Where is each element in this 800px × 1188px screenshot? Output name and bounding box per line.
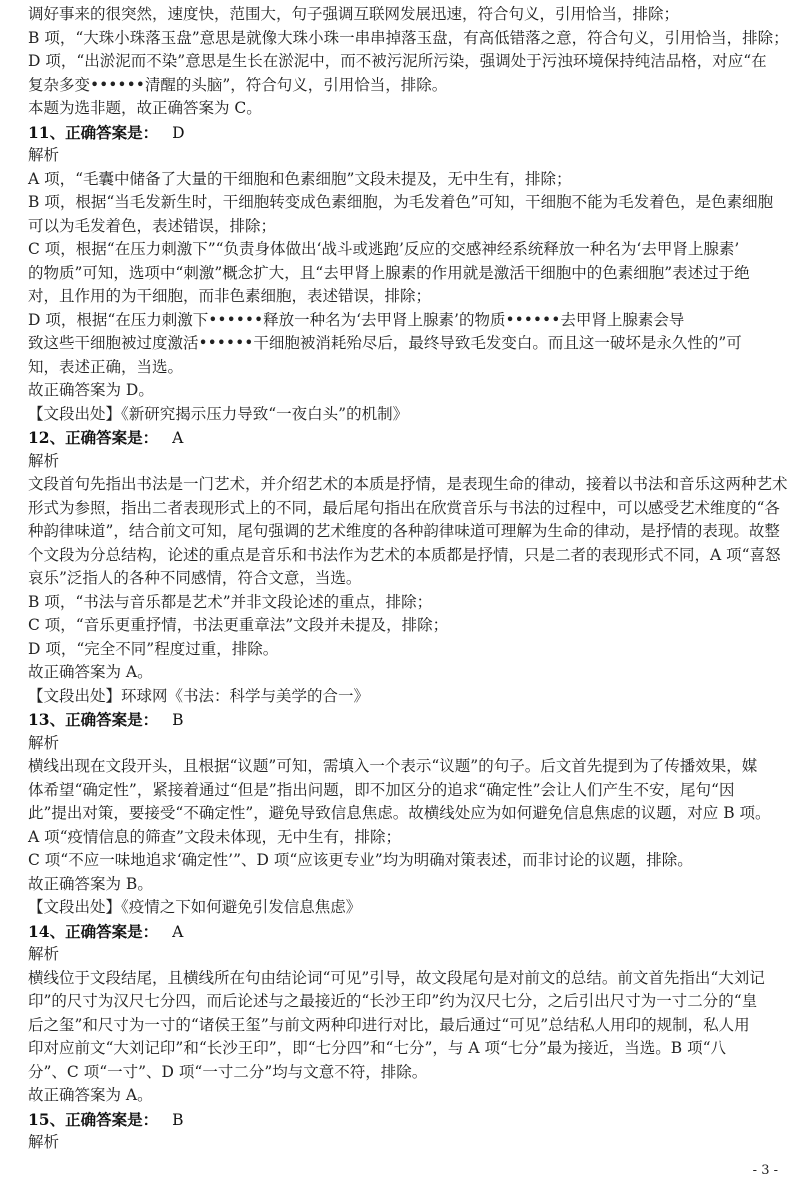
text-line: 本题为选非题，故正确答案为 C。 xyxy=(28,99,262,117)
text-line: 调好事来的很突然，速度快，范围大，句子强调互联网发展迅速，符合句义，引用恰当，排除； xyxy=(28,5,680,23)
text-line: 可以为毛发着色，表述错误，排除； xyxy=(28,216,277,235)
text-line: D 项，“出淤泥而不染”意思是生长在淤泥中，而不被污泥所污染，强调处于污浊环境保持纯洁品格，对应“在 xyxy=(28,52,767,70)
text-line: 故正确答案为 D。 xyxy=(28,381,154,399)
text-line: 横线位于文段结尾，且横线所在句由结论词“可见”引导，故文段尾句是对前文的总结。前文首先指出“大刘记 xyxy=(28,968,765,987)
answer-letter: A xyxy=(172,429,184,447)
answer-heading-label: 13、正确答案是： xyxy=(28,710,159,729)
answer-letter: D xyxy=(172,123,185,142)
text-line: 印”的尺寸为汉尺七分四，而后论述与之最接近的“长沙王印”约为汉尺七分，之后引出尺寸为一寸二分的“皇 xyxy=(28,992,758,1010)
answer-heading-label: 12、正确答案是： xyxy=(28,428,159,447)
text-line: B 项，“书法与音乐都是艺术”并非文段论述的重点，排除； xyxy=(28,592,433,611)
text-line: 【文段出处】环球网《书法：科学与美学的合一》 xyxy=(28,686,370,705)
text-line: 致这些干细胞被过度激活••••••干细胞被消耗殆尽后，最终导致毛发变白。而且这一破坏是永久性的”可 xyxy=(28,334,742,352)
answer-letter: B xyxy=(172,711,184,729)
text-line: A 项，“毛囊中储备了大量的干细胞和色素细胞”文段未提及，无中生有，排除； xyxy=(28,169,572,188)
text-line: 哀乐”泛指人的各种不同感情，符合文意，当选。 xyxy=(28,569,362,587)
text-line: 故正确答案为 A。 xyxy=(28,663,153,681)
text-line: C 项，根据“在压力刺激下”“负责身体做出‘战斗或逃跑’反应的交感神经系统释放一种名为‘去甲肾上腺素’ xyxy=(28,240,740,258)
text-line: D 项，根据“在压力刺激下••••••释放一种名为‘去甲肾上腺素’的物质••••••去甲肾上腺素会导 xyxy=(28,310,685,329)
text-line: 【文段出处】《新研究揭示压力导致“一夜白头”的机制》 xyxy=(28,404,409,423)
text-line: 对，且作用的为干细胞，而非色素细胞，表述错误，排除； xyxy=(28,287,432,305)
page-number: - 3 - xyxy=(752,1163,778,1178)
text-line: 种韵律味道”，结合前文可知，尾句强调的艺术维度的各种韵律味道可理解为生命的律动，是抒情的表现。故整 xyxy=(28,522,780,540)
text-line: 解析 xyxy=(28,733,60,752)
text-line: 的物质”可知，选项中“刺激”概念扩大，且“去甲肾上腺素的作用就是激活干细胞中的色素细胞”表述过于绝 xyxy=(28,263,750,282)
text-line: D 项，“完全不同”程度过重，排除。 xyxy=(28,639,279,658)
answer-heading xyxy=(28,1108,788,1132)
text-line: 知，表述正确，当选。 xyxy=(28,357,184,376)
answer-heading xyxy=(28,121,788,145)
text-line: 解析 xyxy=(28,1133,60,1151)
answer-heading xyxy=(28,708,788,732)
answer-letter: B xyxy=(172,1110,184,1129)
answer-heading-label: 15、正确答案是： xyxy=(28,1109,159,1129)
text-line: 体希望“确定性”，紧接着通过“但是”指出问题，即不加区分的追求“确定性”会让人们产生不安，尾句“因 xyxy=(28,780,735,799)
text-line: 印对应前文“大刘记印”和“长沙王印”，即“七分四”和“七分”，与 A 项“七分”最为接近，当选。B 项“八 xyxy=(28,1039,727,1057)
text-line: 【文段出处】《疫情之下如何避免引发信息焦虑》 xyxy=(28,898,362,916)
text-line: 复杂多变••••••清醒的头脑”，符合句义，引用恰当，排除。 xyxy=(28,75,448,94)
text-line: 形式为参照，指出二者表现形式上的不同，最后尾句指出在欣赏音乐与书法的过程中，可以感受艺术维度的“各 xyxy=(28,498,780,517)
answer-heading-label: 14、正确答案是： xyxy=(28,921,159,941)
text-line: B 项，“大珠小珠落玉盘”意思是就像大珠小珠一串串掉落玉盘，有高低错落之意，符合句义，引用恰当，排除； xyxy=(28,28,789,47)
text-line: C 项“不应一味地追求‘确定性’”、D 项“应该更专业”均为明确对策表述，而非讨论的议题，排除。 xyxy=(28,851,693,869)
text-line: 解析 xyxy=(28,146,60,164)
text-line: 个文段为分总结构，论述的重点是音乐和书法作为艺术的本质都是抒情，只是二者的表现形式不同，A 项“喜怒 xyxy=(28,545,781,564)
answer-heading-label: 11、正确答案是： xyxy=(28,122,159,142)
text-line: 横线出现在文段开头，且根据“议题”可知，需填入一个表示“议题”的句子。后文首先提到为了传播效果，媒 xyxy=(28,757,758,775)
text-line: 此”提出对策，要接受“不确定性”，避免导致信息焦虑。故横线处应为如何避免信息焦虑的议题，对应 B 项。 xyxy=(28,804,771,822)
text-line: 后之玺”和尺寸为一寸的“诸侯王玺”与前文两种印进行对比，最后通过“可见”总结私人用印的规制，私人用 xyxy=(28,1015,750,1034)
text-line: 故正确答案为 A。 xyxy=(28,1086,153,1104)
text-line: 文段首句先指出书法是一门艺术，并介绍艺术的本质是抒情，是表现生命的律动，接着以书法和音乐这两种艺术 xyxy=(28,475,788,493)
text-line: C 项，“音乐更重抒情，书法更重章法”文段并未提及，排除； xyxy=(28,616,449,634)
text-line: B 项，根据“当毛发新生时，干细胞转变成色素细胞，为毛发着色”可知，干细胞不能为毛发着色，是色素细胞 xyxy=(28,193,774,211)
answer-heading xyxy=(28,920,788,944)
text-line: A 项“疫情信息的筛查”文段未体现，无中生有，排除； xyxy=(28,827,401,846)
answer-heading xyxy=(28,426,788,450)
document-body xyxy=(28,3,788,1155)
text-line: 分”、C 项“一寸”、D 项“一寸二分”均与文意不符，排除。 xyxy=(28,1062,428,1081)
text-line: 故正确答案为 B。 xyxy=(28,874,153,893)
text-line: 解析 xyxy=(28,451,60,470)
answer-letter: A xyxy=(172,922,184,941)
text-line: 解析 xyxy=(28,945,60,963)
